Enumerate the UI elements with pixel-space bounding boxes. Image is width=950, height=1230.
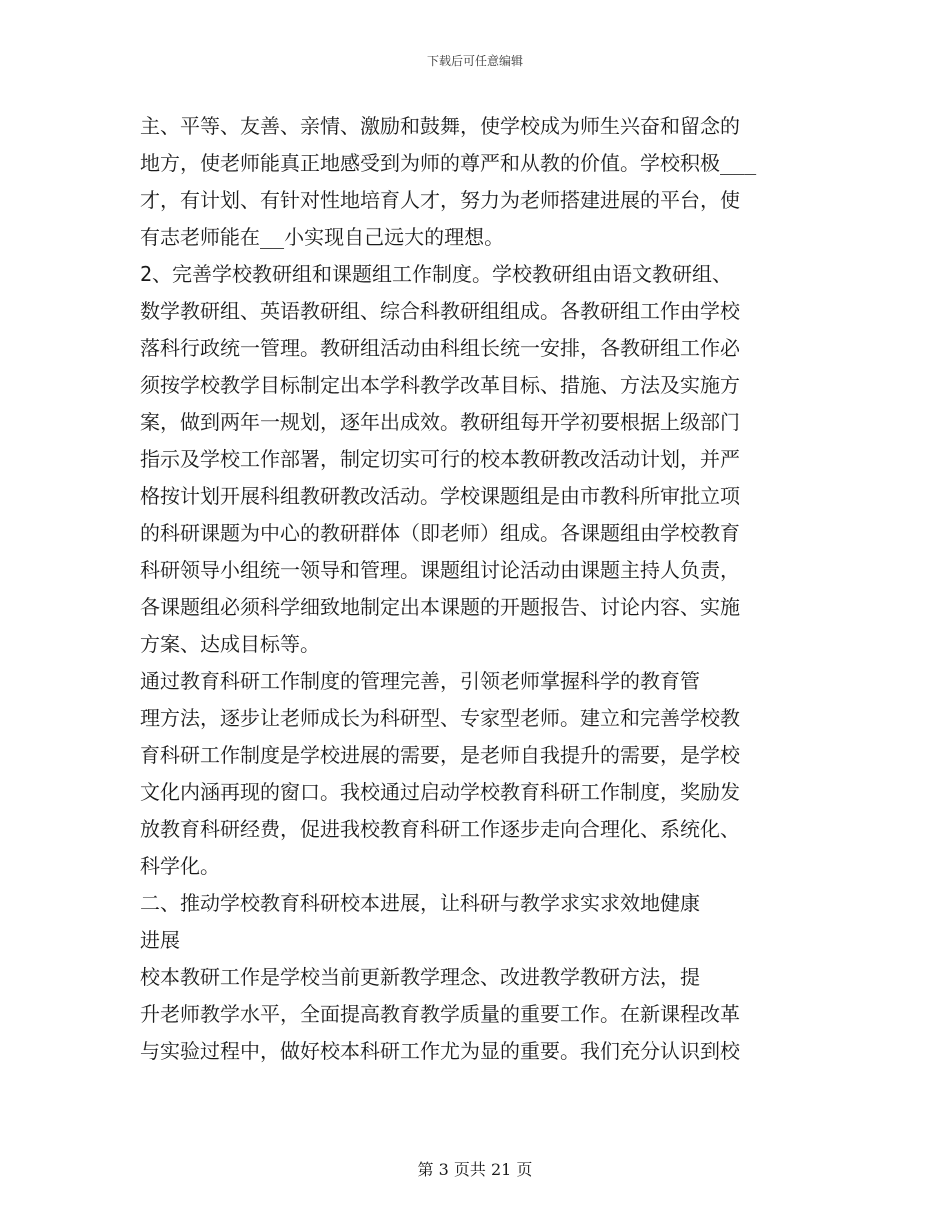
text-line: 各课题组必须科学细致地制定出本课题的开题报告、讨论内容、实施 — [140, 595, 740, 619]
text-line: 落科行政统一管理。教研组活动由科组长统一安排，各教研组工作必 — [140, 336, 740, 360]
text-line: 与实验过程中，做好校本科研工作尤为显的重要。我们充分认识到校 — [140, 1039, 740, 1063]
page-header: 下载后可任意编辑 — [426, 54, 523, 68]
text-line: 科学化。 — [140, 854, 220, 878]
page-number: 第 3 页共 21 页 — [417, 1160, 533, 1179]
text-line: 科研领导小组统一领导和管理。课题组讨论活动由课题主持人负责， — [140, 558, 740, 582]
text-line: 地方，使老师能真正地感受到为师的尊严和从教的价值。学校积极___ — [140, 151, 757, 175]
text-line: 有志老师能在__小实现自己远大的理想。 — [140, 225, 505, 249]
text-line: 校本教研工作是学校当前更新教学理念、改进教学教研方法，提 — [140, 965, 700, 989]
text-line: 二、推动学校教育科研校本进展，让科研与教学求实求效地健康 — [140, 891, 700, 915]
text-line: 数学教研组、英语教研组、综合科教研组组成。各教研组工作由学校 — [140, 299, 740, 323]
text-line: 案，做到两年一规划，逐年出成效。教研组每开学初要根据上级部门 — [140, 410, 740, 434]
text-line: 通过教育科研工作制度的管理完善，引领老师掌握科学的教育管 — [140, 669, 700, 693]
text-line: 才，有计划、有针对性地培育人才，努力为老师搭建进展的平台，使 — [140, 188, 740, 212]
text-line: 主、平等、友善、亲情、激励和鼓舞，使学校成为师生兴奋和留念的 — [140, 114, 740, 138]
text-line: 方案、达成目标等。 — [140, 632, 320, 656]
text-line: 升老师教学水平，全面提高教育教学质量的重要工作。在新课程改革 — [140, 1002, 740, 1026]
text-line: 的科研课题为中心的教研群体（即老师）组成。各课题组由学校教育 — [140, 521, 740, 545]
text-line: 须按学校教学目标制定出本学科教学改革目标、措施、方法及实施方 — [140, 373, 740, 397]
text-line: 2、完善学校教研组和课题组工作制度。学校教研组由语文教研组、 — [140, 262, 733, 286]
text-line: 文化内涵再现的窗口。我校通过启动学校教育科研工作制度，奖励发 — [140, 780, 740, 804]
text-line: 理方法，逐步让老师成长为科研型、专家型老师。建立和完善学校教 — [140, 706, 740, 730]
text-line: 放教育科研经费，促进我校教育科研工作逐步走向合理化、系统化、 — [140, 817, 740, 841]
text-line: 指示及学校工作部署，制定切实可行的校本教研教改活动计划，并严 — [140, 447, 740, 471]
text-line: 育科研工作制度是学校进展的需要，是老师自我提升的需要，是学校 — [140, 743, 740, 767]
text-line: 进展 — [140, 928, 180, 952]
text-line: 格按计划开展科组教研教改活动。学校课题组是由市教科所审批立项 — [140, 484, 740, 508]
